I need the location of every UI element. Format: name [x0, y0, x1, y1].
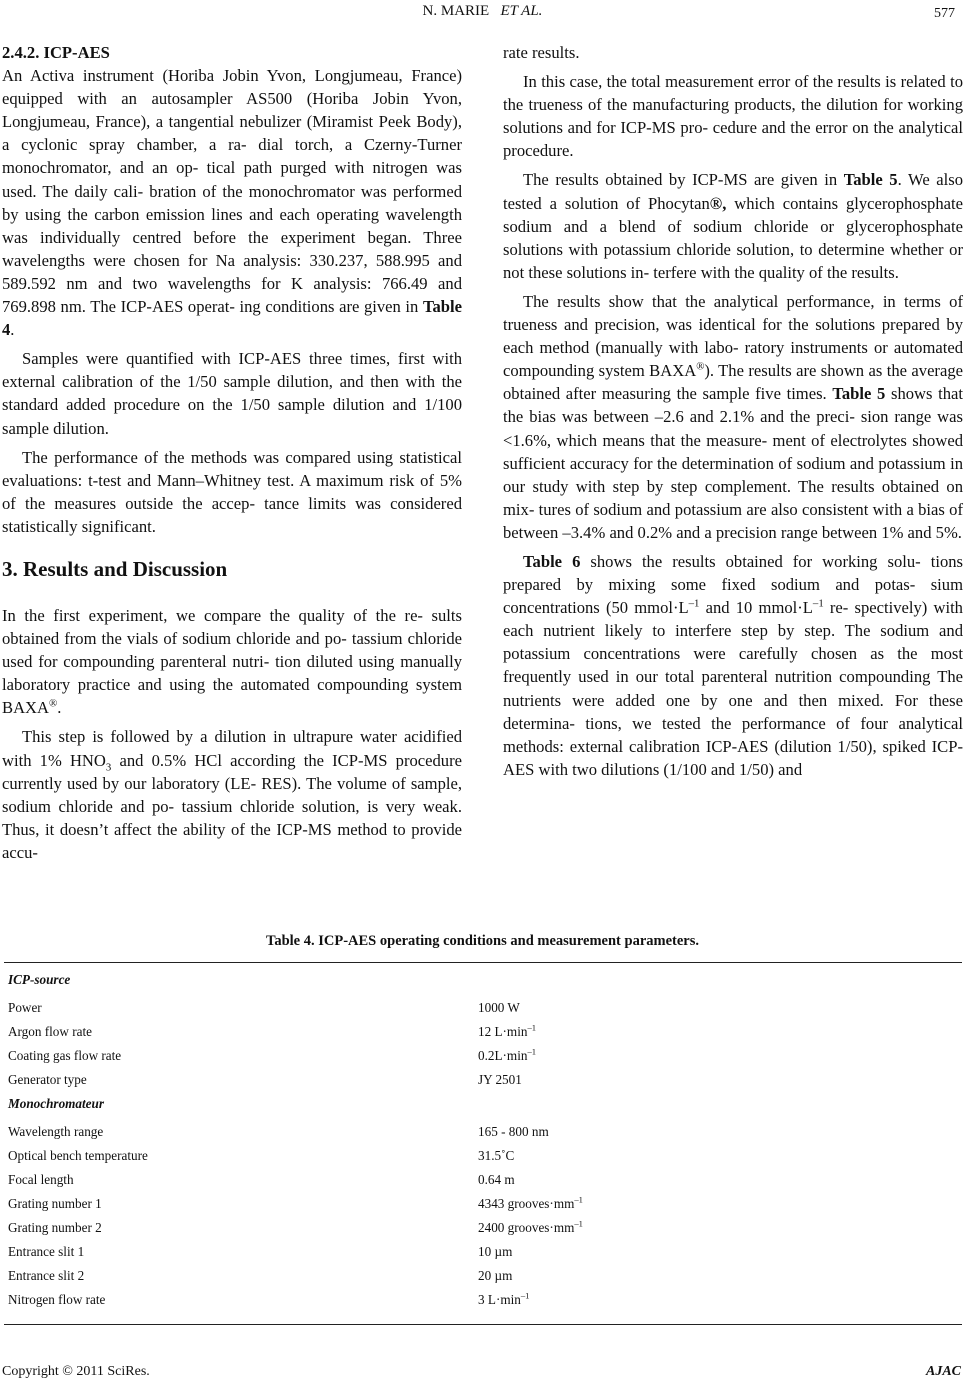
table5-reference-2: Table 5: [832, 384, 886, 404]
table-row: [4, 1172, 962, 1192]
unit-exponent-1: –1: [688, 597, 700, 610]
paragraph-statistics: The performance of the methods was compared using statistical evaluations: t-test and Mann–Whitney test. A maximum risk of 5% of the measures outside the accep- tance limits was considered statistically significant.: [2, 447, 462, 536]
hno3-subscript: 3: [105, 760, 112, 773]
table-row: [4, 1000, 962, 1020]
paragraph-instrument-text: An Activa instrument (Horiba Jobin Yvon, Longjumeau, France) equipped with an autosampler AS500 (Horiba Jobin Yvon, Longjumeau, France), a tangential nebulizer (Miramist Peek Body), a cyclonic spray chamber, a ra- dial torch, a Czerny-Turner monochromator, and an op- tical path purged with nitrogen was used. The daily cali- bration of the monochromator was performed by using the carbon emission lines and each operating wavelength was individually centred before the experiment began. Three wavelengths were chosen for Na analysis: 330.237, 588.995 and 589.592 nm and two wavelengths for K analysis: 766.49 and 769.898 nm. The ICP-AES operat- ing conditions are given in: [2, 66, 462, 317]
page-number: 577: [934, 6, 955, 21]
table-param-cell: Grating number 1: [8, 1196, 102, 1211]
table-param-cell: Power: [8, 1000, 42, 1015]
table-param-cell: Nitrogen flow rate: [8, 1292, 106, 1307]
paragraph-performance-text-a: The results show that the analytical performance, in terms of trueness and precision, was identical for the solutions prepared by each method (manually with labo- ratory instruments or automated compounding system BAXA: [503, 291, 963, 381]
table-param-cell: Optical bench temperature: [8, 1148, 148, 1163]
paragraph-performance: [503, 290, 963, 544]
paragraph-first-experiment-text: In the first experiment, we compare the quality of the re- sults obtained from the vials of sodium chloride and po- tassium chloride used for compounding parenteral nutri- tion diluted using manually laboratory practice and using the automated compounding system BAXA: [2, 605, 462, 718]
table-param-cell: Coating gas flow rate: [8, 1048, 122, 1063]
left-column: [2, 41, 462, 864]
paragraph-first-experiment: [2, 604, 462, 719]
header-etal: ET AL.: [500, 3, 543, 19]
header-author-names: N. MARIE: [422, 3, 490, 19]
table-value-cell: [478, 1124, 549, 1140]
footer-journal: AJAC: [925, 1364, 961, 1379]
table-row: [4, 1072, 962, 1092]
paragraph-error: In this case, the total measurement error of the results is related to the trueness of the manufacturing products, the dilution for working solutions and for ICP-MS pro- cedure and the error on the analytical procedure.: [503, 72, 963, 161]
paragraph-performance-text-b: ). The results are shown as the average obtained after measuring the sample five times.: [503, 361, 963, 404]
paragraph-first-experiment-end: .: [57, 698, 62, 718]
table-value-cell: [478, 1148, 514, 1164]
table-value-text: 3 L·min: [478, 1292, 521, 1307]
table-param-cell: Argon flow rate: [8, 1024, 92, 1039]
table-row: [4, 1268, 962, 1288]
table-row: [4, 1220, 962, 1240]
paragraph-quantification: Samples were quantified with ICP-AES three times, first with external calibration of the 1/50 sample dilution, and then with the standard added procedure on the 1/50 sample dilution and 1/100 sample dilution.: [2, 349, 462, 438]
table4-reference: Table 4: [2, 297, 462, 340]
right-column: [503, 41, 963, 781]
table-value-text: 1000 W: [478, 1000, 520, 1015]
paragraph-table6-text-b: and 10 mmol·L: [699, 598, 813, 618]
table-value-cell: [478, 1072, 522, 1088]
table-param-cell: Wavelength range: [8, 1124, 104, 1139]
paragraph-instrument-end: .: [10, 320, 15, 340]
table-value-cell: [478, 1244, 512, 1260]
table-value-exponent: –1: [520, 1290, 530, 1301]
section-heading: 3. Results and Discussion: [2, 556, 228, 581]
table-value-exponent: –1: [527, 1046, 537, 1057]
table-value-text: 165 - 800 nm: [478, 1124, 549, 1139]
table5-reference: Table 5: [843, 170, 898, 190]
table-row: [4, 1148, 962, 1168]
paragraph-continuation: rate results.: [503, 43, 580, 62]
table-group-row: [4, 972, 962, 992]
table-group-label: Monochromateur: [8, 1096, 104, 1111]
table-row: [4, 1244, 962, 1264]
table-top-rule: [4, 962, 962, 963]
paragraph-dilution-text-a: This step is followed by a dilution in ultrapure water acidified with 1% HNO: [2, 727, 462, 770]
table-value-text: 12 L·min: [478, 1024, 528, 1039]
phocytan-mark: ®,: [709, 193, 727, 213]
table-value-text: 31.5˚C: [478, 1148, 515, 1163]
paragraph-icpms-text-a: The results obtained by ICP-MS are given in: [523, 170, 844, 190]
table6-reference: Table 6: [523, 551, 581, 571]
paragraph-icpms-text-c: which contains glycerophosphate sodium and a blend of sodium chloride or glycerophosphate solutions with potassium chloride solution, to determine whether or not these solutions in- terfere with the quality of the results.: [503, 193, 963, 282]
table-row: [4, 1292, 962, 1312]
paragraph-table6: [503, 550, 963, 781]
header-authors: [0, 3, 965, 20]
table-value-exponent: –1: [527, 1022, 537, 1033]
paragraph-dilution: [2, 725, 462, 864]
table-group-label: ICP-source: [8, 972, 71, 987]
table-row: [4, 1024, 962, 1044]
registered-mark: ®: [49, 697, 58, 710]
table-value-cell: [478, 1220, 583, 1236]
paragraph-instrument: [2, 64, 462, 341]
table-value-text: JY 2501: [478, 1072, 522, 1087]
table-row: [4, 1124, 962, 1144]
table-param-cell: Generator type: [8, 1072, 87, 1087]
table-bottom-rule: [4, 1324, 962, 1325]
table-row: [4, 1048, 962, 1068]
table-value-exponent: –1: [574, 1194, 583, 1205]
table-row: [4, 1196, 962, 1216]
table-param-cell: Entrance slit 2: [8, 1268, 85, 1283]
table-value-cell: [478, 1024, 536, 1040]
table-value-cell: [478, 1196, 583, 1212]
unit-exponent-2: –1: [812, 597, 824, 610]
running-header: [0, 0, 965, 30]
table-value-text: 0.2L·min: [478, 1048, 528, 1063]
table-value-text: 4343 grooves·mm: [478, 1196, 575, 1211]
paragraph-icpms-text-b: . We also tested a solution of Phocytan: [503, 170, 963, 213]
table-caption: Table 4. ICP-AES operating conditions and measurement parameters.: [266, 933, 699, 949]
paragraph-icpms-results: [503, 168, 963, 283]
table-value-text: 2400 grooves·mm: [478, 1220, 575, 1235]
table-param-cell: Grating number 2: [8, 1220, 102, 1235]
subsection-heading: 2.4.2. ICP-AES: [2, 43, 110, 62]
table-value-exponent: –1: [574, 1218, 583, 1229]
paragraph-table6-text-a: shows the results obtained for working solu- tions prepared by mixing some fixed sodium and potas- sium concentrations (50 mmol·L: [503, 551, 964, 618]
paragraph-dilution-text-b: and 0.5% HCl according the ICP-MS procedure currently used by our laboratory (LE- RES). The volume of sample, sodium chloride and po- tassium chloride solution, is very weak. Thus, it doesn’t affect the ability of the ICP-MS method to provide accu-: [2, 750, 462, 862]
table-value-cell: [478, 1268, 512, 1284]
table-param-cell: Focal length: [8, 1172, 74, 1187]
paragraph-performance-text-c: shows that the bias was between –2.6 and 2.1% and the preci- sion range was <1.6%, which means that the measure- ment of electrolytes showed sufficient accuracy for the determination of sodium and potassium in our study with step by step complement. The results obtained on mix- tures of sodium and potassium are also consistent with a bias of between –3.4% and 0.2% and a precision range between 1% and 5%.: [503, 384, 964, 542]
table-param-cell: Entrance slit 1: [8, 1244, 85, 1259]
table-value-cell: [478, 1000, 520, 1016]
table-value-text: 10 µm: [478, 1244, 513, 1259]
table-value-cell: [478, 1292, 529, 1308]
paragraph-table6-text-c: re- spectively) with each nutrient likely to interfere step by step. The sodium and potassium concentrations were carefully chosen as the most frequently used in our total parenteral nutrition compounding The nutrients were added one by one and then mixed. For these determina- tions, we tested the performance of four analytical methods: external calibration ICP-AES (dilution 1/50), spiked ICP-AES with two dilutions (1/100 and 1/50) and: [503, 598, 963, 779]
table-value-cell: [478, 1172, 515, 1188]
table-group-row: [4, 1096, 962, 1116]
baxa-registered-mark: ®: [696, 360, 705, 373]
table-value-text: 20 µm: [478, 1268, 513, 1283]
table-value-cell: [478, 1048, 536, 1064]
footer-copyright: Copyright © 2011 SciRes.: [2, 1364, 150, 1379]
table-value-text: 0.64 m: [478, 1172, 515, 1187]
